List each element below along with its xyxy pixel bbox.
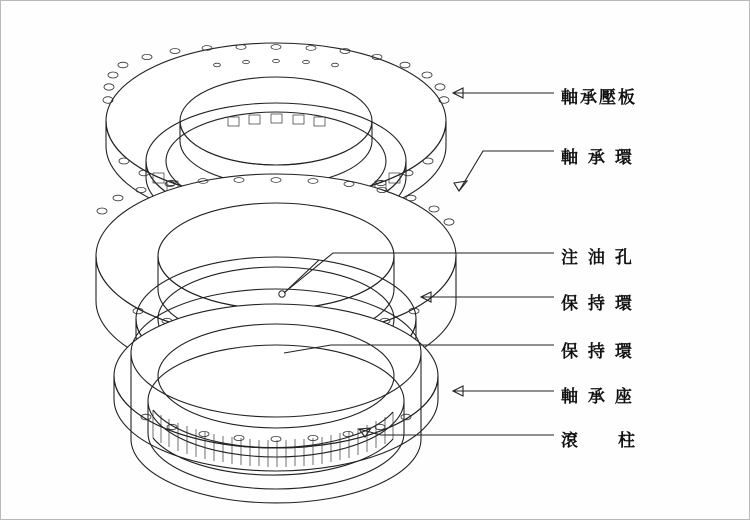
label-bearing-seat: 軸 承 座 [561,387,634,407]
label-roller: 滾 柱 [561,431,637,451]
part-bottom-ring [114,304,438,471]
label-retaining-ring-lower: 保 持 環 [561,342,634,362]
label-oil-injection-hole: 注 油 孔 [561,248,634,268]
label-bearing-pressure-plate: 軸承壓板 [561,88,637,108]
label-retaining-ring-upper: 保 持 環 [561,294,634,314]
bearing-assembly-drawing [1,1,750,521]
label-bearing-ring: 軸 承 環 [561,148,634,168]
